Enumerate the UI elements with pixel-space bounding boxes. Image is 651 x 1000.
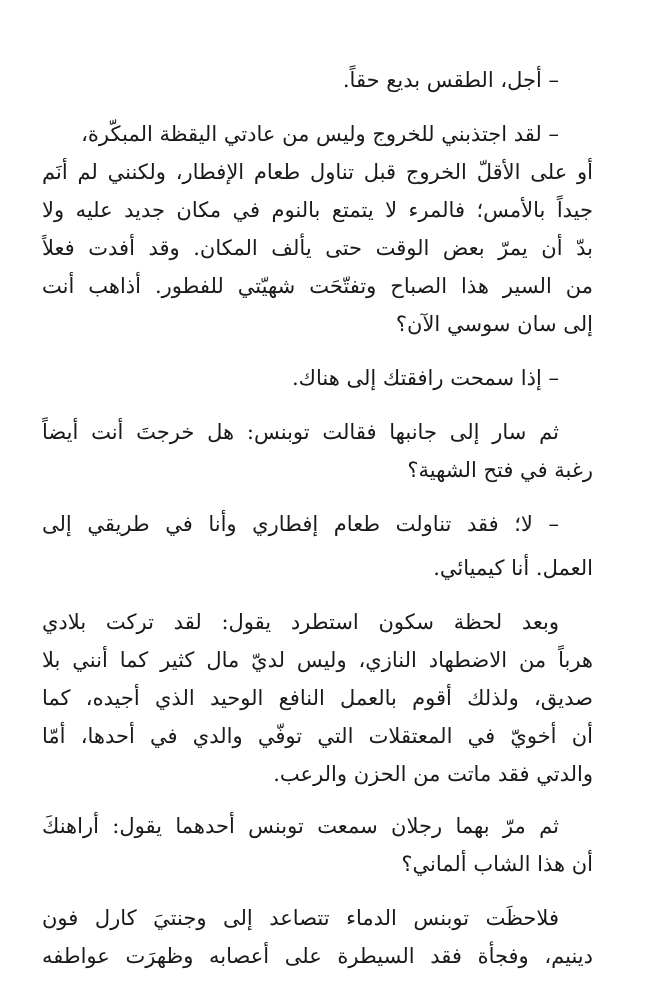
- text-line: أن أخويّ في المعتقلات التي توفّي والدي في أحدها، أمّا: [42, 724, 593, 748]
- text-line: فلاحظَت توبنس الدماء تتصاعد إلى وجنتيَ كارل فون: [42, 906, 559, 930]
- text-line: صديق، ولذلك أقوم بالعمل النافع الوحيد الذي أجيده، كما: [42, 686, 593, 710]
- text-line: العمل. أنا كيميائي.: [433, 556, 593, 580]
- text-line: والدتي فقد ماتت من الحزن والرعب.: [273, 762, 593, 786]
- text-line: – أجل، الطقس بديع حقاً.: [342, 68, 559, 92]
- text-line: وبعد لحظة سكون استطرد يقول: لقد تركت بلادي: [42, 610, 559, 634]
- text-line: إلى سان سوسي الآن؟: [395, 312, 593, 336]
- text-line: دينيم، وفجأة فقد السيطرة على أعصابه وظهرَت عواطفه: [42, 944, 593, 968]
- text-line: رغبة في فتح الشهية؟: [407, 458, 593, 482]
- text-line: أو على الأقلّ الخروج قبل تناول طعام الإفطار، ولكنني لم أنَم: [42, 160, 593, 184]
- text-line: – لا؛ فقد تناولت طعام إفطاري وأنا في طريقي إلى: [42, 512, 559, 536]
- text-line: – لقد اجتذبني للخروج وليس من عادتي اليقظة المبكّرة،: [81, 122, 559, 146]
- text-line: أن هذا الشاب ألماني؟: [401, 852, 593, 876]
- text-line: من السير هذا الصباح وتفتّحَت شهيّتي للفطور. أذاهب أنت: [42, 274, 593, 298]
- text-line: بدّ أن يمرّ بعض الوقت حتى يألف المكان. وقد أفدت فعلاً: [42, 236, 593, 260]
- text-line: جيداً بالأمس؛ فالمرء لا يتمتع بالنوم في مكان جديد عليه ولا: [42, 198, 593, 222]
- text-line: ثم مرّ بهما رجلان سمعت توبنس أحدهما يقول: أراهنكَ: [42, 814, 559, 838]
- text-line: هرباً من الاضطهاد النازي، وليس لديّ مال كثير كما أنني بلا: [42, 648, 593, 672]
- text-line: ثم سار إلى جانبها فقالت توبنس: هل خرجتَ أنت أيضاً: [42, 420, 559, 444]
- text-line: – إذا سمحت رافقتك إلى هناك.: [291, 366, 559, 390]
